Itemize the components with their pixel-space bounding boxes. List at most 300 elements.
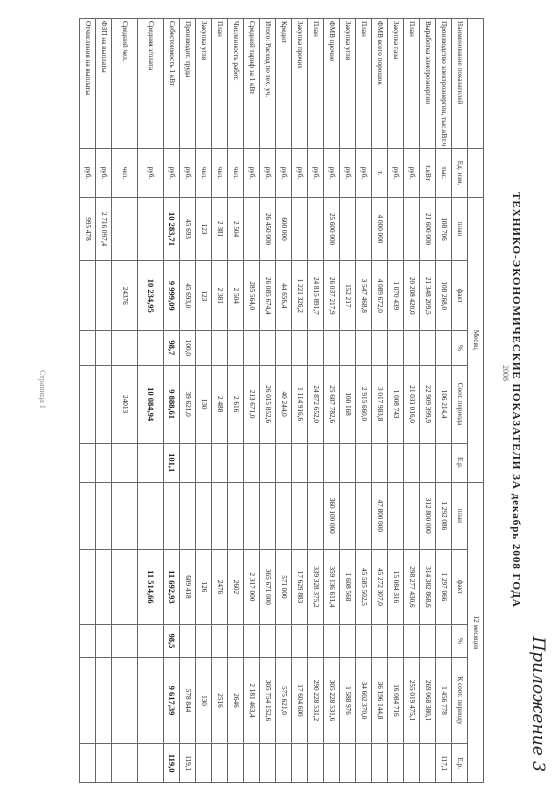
row-label: План [404,19,420,149]
table-cell [112,625,138,657]
table-row [340,19,356,783]
row-unit: т.кВт [420,149,436,197]
table-cell: 108 268,0 [436,261,452,331]
table-cell [244,197,260,261]
table-cell [388,482,404,549]
column-header: % [452,331,468,366]
table-cell [212,625,228,657]
table-cell: 24 815 891,7 [308,261,324,331]
table-cell: 47 800 000 [372,482,388,549]
table-cell [96,657,112,744]
row-label: План [308,19,324,149]
table-cell [138,197,164,261]
table-cell [292,482,308,549]
table-cell [292,744,308,783]
table-cell [292,197,308,261]
table-cell [260,482,276,549]
table-cell: 106 214,4 [436,365,452,443]
table-cell: 578 844 [180,657,196,744]
table-row [276,19,292,783]
group-header-row [468,19,484,783]
table-cell [228,443,244,482]
table-cell: 2 716 097,4 [96,197,112,261]
table-cell: 1 221 326,2 [292,261,308,331]
table-cell: 119,0 [164,744,180,783]
table-cell [260,331,276,366]
table-cell [388,625,404,657]
row-unit: чел. [228,149,244,197]
table-cell: 130 [196,365,212,443]
table-cell: 269 068 380,1 [420,657,436,744]
table-cell: 2 915 660,0 [356,365,372,443]
table-cell [212,331,228,366]
table-cell: 152 217 [340,261,356,331]
table-cell: 305 228 531,6 [324,657,340,744]
table-cell [96,744,112,783]
table-cell: 312 800 000 [420,482,436,549]
table-cell [276,744,292,783]
table-cell [324,625,340,657]
table-row [356,19,372,783]
table-cell [292,443,308,482]
table-row [388,19,404,783]
row-label: Производит. труда [180,19,196,149]
table-row [372,19,388,783]
row-unit: руб. [260,149,276,197]
table-cell: 9 617,39 [164,657,180,744]
table-cell: 360 100 000 [324,482,340,549]
table-cell [196,443,212,482]
table-cell: 17 629 883 [292,549,308,625]
row-unit: руб. [292,149,308,197]
table-cell [138,443,164,482]
table-cell: 98,7 [164,331,180,366]
table-row [196,19,212,783]
table-cell [80,443,96,482]
table-cell [356,443,372,482]
table-cell [112,549,138,625]
table-row [164,19,180,783]
table-cell [244,625,260,657]
table-cell: 2516 [212,657,228,744]
row-unit: руб. [324,149,340,197]
table-cell: 2 504 [228,261,244,331]
table-cell [404,331,420,366]
table-cell [112,331,138,366]
row-unit: чел. [212,149,228,197]
table-cell: 2 381 [212,197,228,261]
table-cell [356,625,372,657]
document-page [30,10,550,790]
table-cell [260,443,276,482]
row-unit: руб. [180,149,196,197]
table-row [80,19,96,783]
table-cell [420,744,436,783]
table-cell: 2646 [228,657,244,744]
table-cell: 100,0 [180,331,196,366]
table-cell [196,331,212,366]
table-cell [308,443,324,482]
row-unit: руб. [80,149,96,197]
table-cell [212,443,228,482]
table-cell: 123 [196,197,212,261]
table-cell [388,197,404,261]
table-cell: 1 588 976 [340,657,356,744]
table-row [404,19,420,783]
column-header: план [452,197,468,261]
month-group: Месяц [468,197,484,482]
table-cell: 1 070 439 [388,261,404,331]
table-cell: 25 600 000 [324,197,340,261]
table-cell: 45 585 502,5 [356,549,372,625]
table-cell [356,482,372,549]
column-header: Ед. изм. [452,149,468,197]
table-cell [308,625,324,657]
table-cell [228,482,244,549]
row-label: ФМВ прочие [324,19,340,149]
row-label: Отчисления на выплаты [80,19,96,149]
table-cell: 21 600 000 [420,197,436,261]
column-header: Соот. периода [452,365,468,443]
table-cell [180,482,196,549]
table-row [180,19,196,783]
row-label: Закупка угля [340,19,356,149]
row-unit: руб. [244,149,260,197]
row-unit: т. [372,149,388,197]
table-cell [138,657,164,744]
table-cell: 2 488 [212,365,228,443]
table-cell: 600 000 [276,197,292,261]
table-cell [196,482,212,549]
table-cell [196,625,212,657]
table-cell: 2476 [212,549,228,625]
table-cell [276,482,292,549]
row-label: ФЗП на выплаты [96,19,112,149]
table-cell [436,443,452,482]
row-label: Выработка электроэнергии [420,19,436,149]
table-cell [244,443,260,482]
table-cell [180,443,196,482]
table-cell: 25 687 782,6 [324,365,340,443]
table-body [80,19,452,783]
table-cell [372,443,388,482]
table-cell [212,482,228,549]
table-cell [276,443,292,482]
table-row [420,19,436,783]
table-cell [308,744,324,783]
table-row [436,19,452,783]
table-cell [80,657,96,744]
months12-group: 12 месяцев [468,482,484,782]
table-row [112,19,138,783]
table-row [292,19,308,783]
table-cell [308,482,324,549]
table-cell [80,365,96,443]
table-cell [164,482,180,549]
row-unit: руб. [388,149,404,197]
row-unit: руб. [340,149,356,197]
row-unit: руб. [276,149,292,197]
table-cell: 36 196 144,8 [372,657,388,744]
table-row [96,19,112,783]
table-row [308,19,324,783]
table-cell [112,744,138,783]
table-cell [324,744,340,783]
table-cell [340,744,356,783]
table-cell [356,197,372,261]
table-cell [388,443,404,482]
table-cell [436,331,452,366]
table-cell [228,625,244,657]
table-cell: 108 706 [436,197,452,261]
table-cell [112,657,138,744]
table-cell: 21 031 016,0 [404,365,420,443]
column-header: план [452,482,468,549]
table-cell: 571 000 [276,549,292,625]
table-cell [340,443,356,482]
table-cell [292,625,308,657]
table-cell: 24376 [112,261,138,331]
table-cell [212,744,228,783]
table-cell: 45 272 307,0 [372,549,388,625]
table-cell [292,331,308,366]
column-header: К соот. периоду [452,657,468,744]
row-label: Итого: Расход по тех. уч. [260,19,276,149]
table-cell: 2 181 463,4 [244,657,260,744]
table-cell: 15 084 316 [388,549,404,625]
blank-head [468,149,484,197]
row-unit: руб. [404,149,420,197]
table-cell: 34 602 370,0 [356,657,372,744]
table-cell [96,365,112,443]
table-cell: 44 656,4 [276,261,292,331]
table-cell: 339 328 375,2 [308,549,324,625]
table-cell [340,331,356,366]
table-cell [96,261,112,331]
table-cell [356,744,372,783]
table-cell: 2 381 [212,261,228,331]
table-cell [340,197,356,261]
table-cell [80,625,96,657]
table-cell [112,197,138,261]
table-cell [340,482,356,549]
table-cell [138,331,164,366]
table-cell: 101,1 [164,443,180,482]
table-cell: 1 292 086 [436,482,452,549]
table-cell: 26 037 217,9 [324,261,340,331]
row-unit: руб. [164,149,180,197]
document-title: ТЕХНИКО-ЭКОНОМИЧЕСКИЕ ПОКАЗАТЕЛИ ЗА декабрь 2008 ГОДА [510,192,522,608]
row-label: Производство электроэнергии, тыс.кВт.ч [436,19,452,149]
table-cell: 45 693,0 [180,261,196,331]
table-cell: 10 283,71 [164,197,180,261]
table-cell: 17 604 600 [292,657,308,744]
table-cell [180,625,196,657]
table-cell [308,197,324,261]
row-label: ФМВ всего порошок [372,19,388,149]
table-cell: 359 136 611,4 [324,549,340,625]
table-cell [420,625,436,657]
table-cell: 689 418 [180,549,196,625]
table-cell: 285 564,0 [244,261,260,331]
table-cell: 365 671 000 [260,549,276,625]
table-cell [80,549,96,625]
year-label: 2008 [501,365,510,381]
row-label: Средняя з/плата [138,19,164,149]
table-cell: 11 692,93 [164,549,180,625]
table-cell: 24013 [112,365,138,443]
table-cell [244,482,260,549]
table-cell [276,331,292,366]
table-cell [260,744,276,783]
table-cell [324,331,340,366]
row-unit: руб. [138,149,164,197]
table-cell: 1 456 778 [436,657,452,744]
table-cell [228,331,244,366]
table-cell [96,443,112,482]
table-cell: 45 693 [180,197,196,261]
table-cell [276,625,292,657]
table-cell [388,331,404,366]
table-cell [138,744,164,783]
table-cell [372,331,388,366]
column-header: Е.р. [452,744,468,783]
table-cell: 4 089 672,0 [372,261,388,331]
row-unit: чел. [196,149,212,197]
table-cell [228,744,244,783]
table-cell: 126 [196,549,212,625]
table-cell: 1 008 743 [388,365,404,443]
row-unit: руб. [308,149,324,197]
table-cell: 2 504 [228,197,244,261]
table-cell [420,331,436,366]
table-cell: 20 208 420,0 [404,261,420,331]
table-cell [80,261,96,331]
column-header: факт [452,261,468,331]
table-cell [404,197,420,261]
table-cell: 255 019 475,1 [404,657,420,744]
table-cell [244,331,260,366]
table-cell [436,625,452,657]
row-label: Численность работ. [228,19,244,149]
table-cell: 98,5 [164,625,180,657]
table-row [138,19,164,783]
table-cell: 9 888,61 [164,365,180,443]
table-cell: 26 015 852,6 [260,365,276,443]
table-cell: 314 382 868,6 [420,549,436,625]
table-cell [260,625,276,657]
table-cell [244,744,260,783]
table-cell: 11 514,66 [138,549,164,625]
column-header: Наименование показателей [452,19,468,149]
table-cell [196,744,212,783]
row-unit: руб. [356,149,372,197]
table-cell: 119,1 [180,744,196,783]
table-cell [404,482,420,549]
table-cell [340,625,356,657]
table-row [260,19,276,783]
row-label: Себестоимость 1 кВт [164,19,180,149]
table-cell: 1 608 568 [340,549,356,625]
table-cell: 3 547 468,8 [356,261,372,331]
table-cell: 298 277 430,6 [404,549,420,625]
row-label: План [356,19,372,149]
table-cell: 10 084,94 [138,365,164,443]
table-cell: 1 114 916,6 [292,365,308,443]
table-cell: 22 909 399,9 [420,365,436,443]
table-cell: 2 616 [228,365,244,443]
table-cell: 40 244,0 [276,365,292,443]
table-cell: 1 297 066 [436,549,452,625]
table-cell [80,744,96,783]
table-cell: 123 [196,261,212,331]
indicators-table [79,18,484,783]
table-row [324,19,340,783]
table-cell: 39 621,0 [180,365,196,443]
row-label: Закупка газа [388,19,404,149]
table-cell [96,482,112,549]
table-cell [96,549,112,625]
table-cell [138,482,164,549]
table-row [244,19,260,783]
table-cell [80,482,96,549]
table-cell: 117,1 [436,744,452,783]
table-cell: 24 872 652,0 [308,365,324,443]
table-cell: 3 017 983,8 [372,365,388,443]
row-unit: руб. [96,149,112,197]
table-cell: 9 999,09 [164,261,180,331]
table-cell: 130 [196,657,212,744]
table-cell [404,625,420,657]
table-cell: 213 671,0 [244,365,260,443]
row-label: План [212,19,228,149]
row-label: Закупка прочих [292,19,308,149]
table-cell: 2 317 000 [244,549,260,625]
column-header: факт [452,549,468,625]
table-cell: 16 084 716 [388,657,404,744]
table-cell [404,443,420,482]
table-cell [308,331,324,366]
table-row [212,19,228,783]
table-cell: 290 228 531,2 [308,657,324,744]
row-label: Средний чел. [112,19,138,149]
table-cell: 575 621,0 [276,657,292,744]
table-cell: 995 478 [80,197,96,261]
row-label: Средний тариф за 1 кВт [244,19,260,149]
table-cell: 305 754 152,6 [260,657,276,744]
table-cell [388,744,404,783]
row-unit: чел. [112,149,138,197]
row-label: Кредит [276,19,292,149]
table-cell [112,443,138,482]
annex-label: Приложение 3 [528,636,548,772]
column-header: % [452,625,468,657]
blank-head [468,19,484,149]
row-label: Закупка угля [196,19,212,149]
column-header: Е.р. [452,443,468,482]
table-cell [420,443,436,482]
table-cell: 10 234,95 [138,261,164,331]
page-footer: Страница 1 [38,370,47,409]
table-cell [80,331,96,366]
table-cell: 26 450 000 [260,197,276,261]
table-cell [404,744,420,783]
table-cell: 4 000 000 [372,197,388,261]
table-cell: 2602 [228,549,244,625]
column-header-row [452,19,468,783]
table-cell: 100 168 [340,365,356,443]
table-cell [138,625,164,657]
